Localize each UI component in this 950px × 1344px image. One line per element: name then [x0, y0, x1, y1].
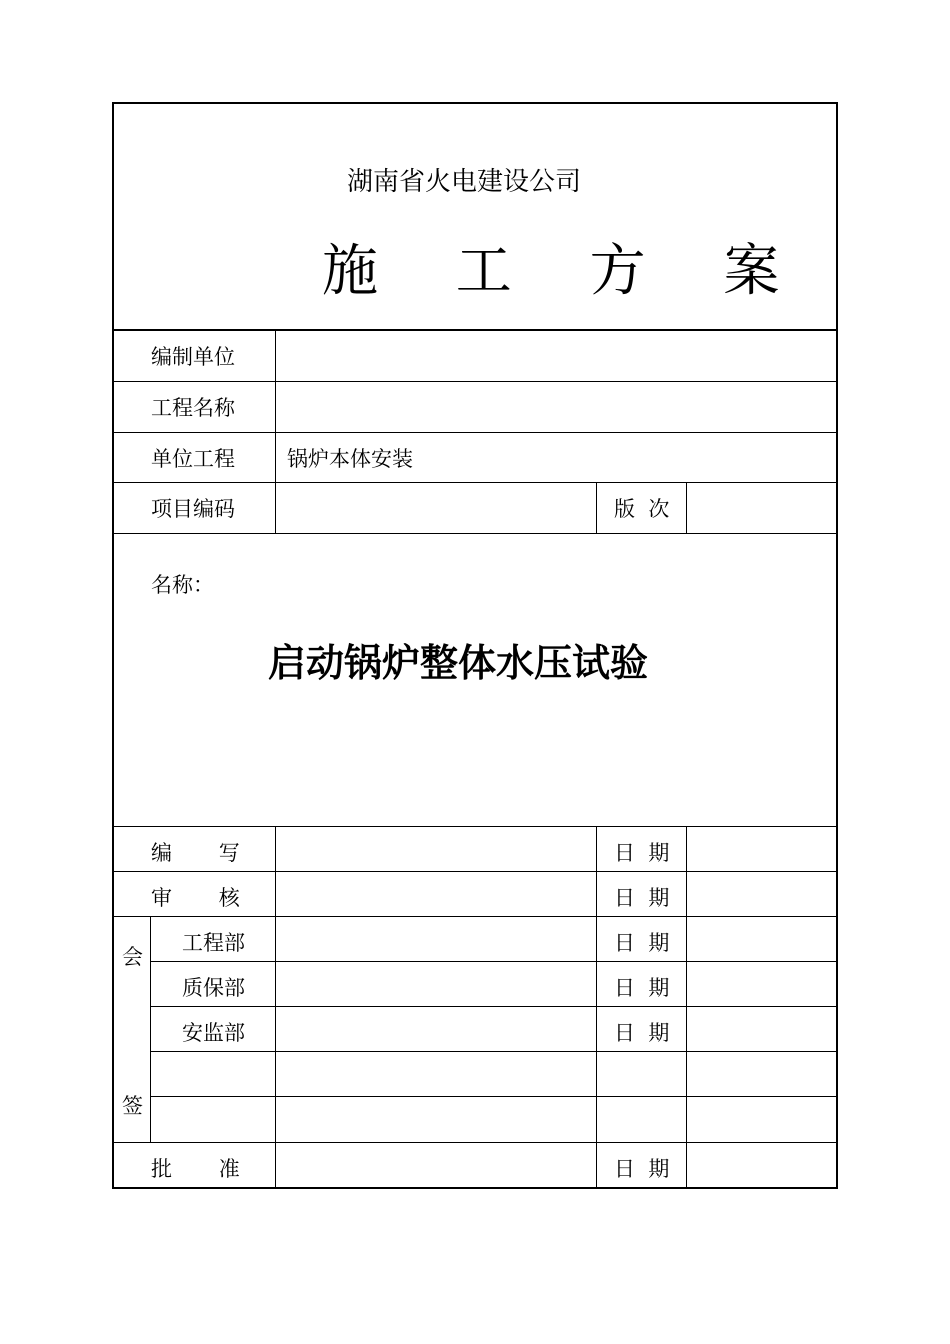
- dept-safety-label: 安监部: [182, 1021, 245, 1045]
- date-label: 日 期: [614, 931, 670, 955]
- company-name: 湖南省火电建设公司: [347, 167, 582, 197]
- review-label: 审 核: [151, 886, 244, 910]
- version-label: 版 次: [614, 497, 670, 521]
- row-divider: [150, 1051, 838, 1052]
- row-divider: [112, 871, 838, 872]
- item-code-label: 项目编码: [151, 497, 235, 521]
- unit-project-label: 单位工程: [151, 447, 235, 471]
- column-divider: [686, 826, 687, 1188]
- write-label: 编 写: [151, 841, 244, 865]
- unit-project-value: 锅炉本体安装: [287, 447, 413, 471]
- project-name-label: 工程名称: [151, 396, 235, 420]
- column-divider: [150, 916, 151, 1142]
- document-title: 施 工 方 案: [322, 239, 810, 304]
- approve-label: 批 准: [151, 1157, 244, 1181]
- compile-unit-label: 编制单位: [151, 345, 235, 369]
- dept-engineering-label: 工程部: [182, 931, 245, 955]
- scheme-name: 启动锅炉整体水压试验: [268, 640, 649, 685]
- column-divider: [275, 330, 276, 533]
- row-divider: [112, 1142, 838, 1143]
- column-divider: [686, 482, 687, 533]
- row-divider: [112, 533, 838, 534]
- column-divider: [596, 826, 597, 1188]
- row-divider: [150, 1006, 838, 1007]
- dept-quality-label: 质保部: [182, 976, 245, 1000]
- row-divider: [150, 961, 838, 962]
- date-label: 日 期: [614, 1021, 670, 1045]
- date-label: 日 期: [614, 1157, 670, 1181]
- date-label: 日 期: [614, 841, 670, 865]
- row-divider: [150, 1096, 838, 1097]
- name-label: 名称：: [151, 573, 214, 597]
- header-divider: [112, 329, 838, 331]
- date-label: 日 期: [614, 976, 670, 1000]
- countersign-char-2: 签: [122, 1094, 143, 1118]
- row-divider: [112, 826, 838, 827]
- countersign-char-1: 会: [122, 945, 143, 969]
- column-divider: [596, 482, 597, 533]
- row-divider: [112, 432, 838, 433]
- row-divider: [112, 482, 838, 483]
- column-divider: [275, 826, 276, 1188]
- date-label: 日 期: [614, 886, 670, 910]
- row-divider: [112, 916, 838, 917]
- row-divider: [112, 381, 838, 382]
